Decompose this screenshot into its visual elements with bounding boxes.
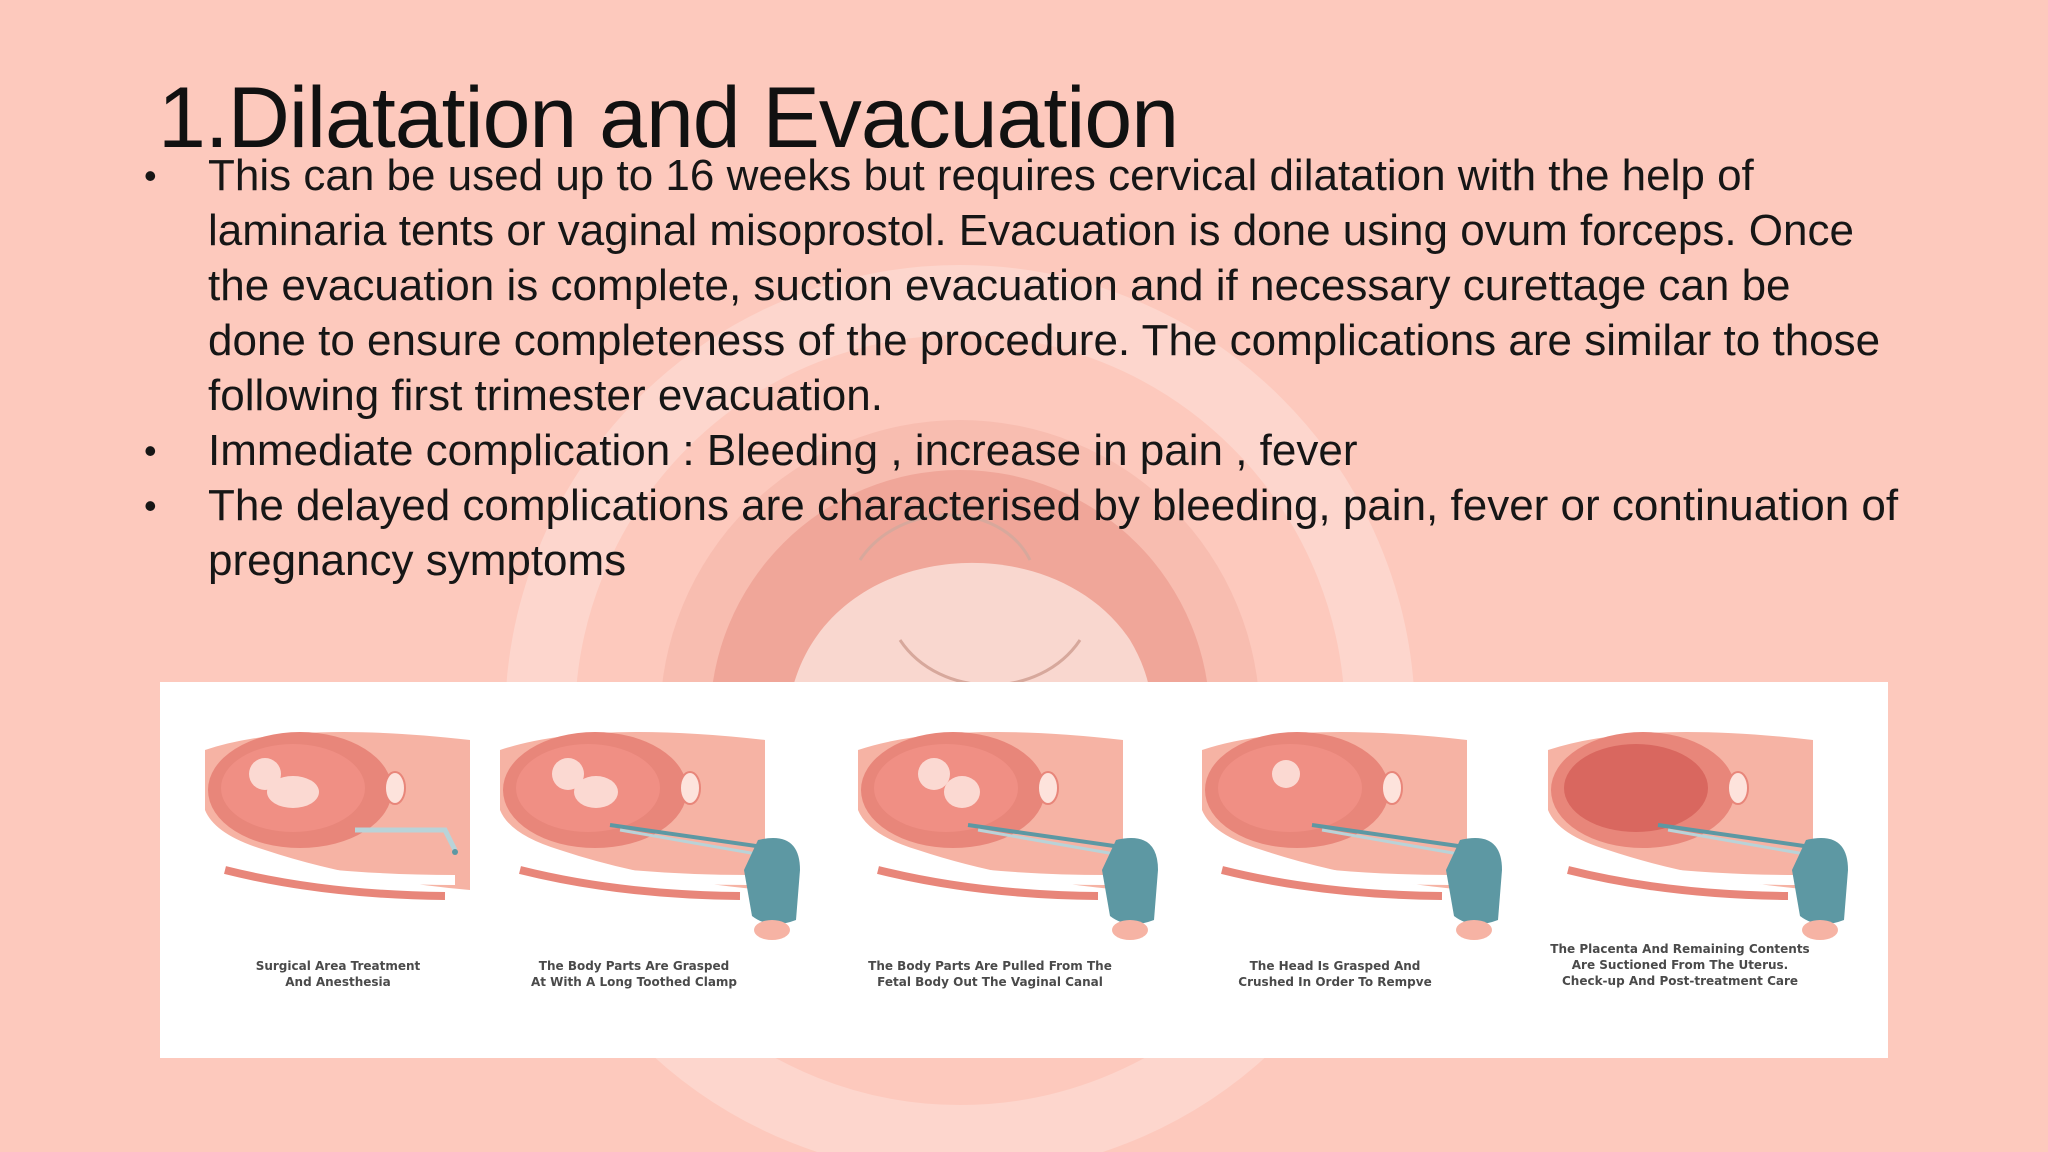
fetus-head xyxy=(918,758,950,790)
bullet-item xyxy=(140,478,1900,588)
step-illustration xyxy=(1548,732,1848,940)
step-caption xyxy=(1185,958,1485,990)
step-caption xyxy=(484,958,784,990)
cervix xyxy=(385,772,405,804)
caption-line: The Placenta And Remaining Contents xyxy=(1550,942,1810,956)
bullet-text: This can be used up to 16 weeks but requires cervical dilatation with the help of laminaria tents or vaginal misoprostol. Evacuation is done using ovum forceps. Once the evacuation is complete, suction evacuation and if necessary curettage can be done to ensure completeness of the procedure. The complications are similar to those following first trimester evacuation. xyxy=(208,151,1881,420)
caption-line: Fetal Body Out The Vaginal Canal xyxy=(877,975,1103,989)
bullet-item xyxy=(140,148,1900,423)
caption-line: The Head Is Grasped And xyxy=(1249,959,1421,973)
caption-line: The Body Parts Are Pulled From The xyxy=(868,959,1112,973)
speculum-tip xyxy=(452,849,458,855)
caption-line: Surgical Area Treatment xyxy=(255,959,421,973)
bullet-icon: • xyxy=(144,430,157,471)
slide-title: 1.Dilatation and Evacuation xyxy=(158,70,1179,166)
step-illustration xyxy=(1202,732,1502,940)
wrist xyxy=(1802,920,1838,940)
fetus-body xyxy=(944,776,980,808)
cervix xyxy=(1728,772,1748,804)
caption-line: The Body Parts Are Grasped xyxy=(538,959,730,973)
wrist xyxy=(1112,920,1148,940)
procedure-figure xyxy=(160,682,1888,1058)
step-caption xyxy=(1530,941,1830,989)
fetus-body xyxy=(574,776,618,808)
bullet-item xyxy=(140,423,1900,478)
caption-line: And Anesthesia xyxy=(285,975,391,989)
cervix xyxy=(1038,772,1058,804)
cervix xyxy=(680,772,700,804)
cervix xyxy=(1382,772,1402,804)
bullet-text: The delayed complications are characterised by bleeding, pain, fever or continuation of pregnancy symptoms xyxy=(208,481,1899,585)
bullet-list xyxy=(140,148,1900,588)
caption-line: At With A Long Toothed Clamp xyxy=(530,975,738,989)
step-illustration xyxy=(205,732,470,896)
procedure-illustrations xyxy=(160,682,1888,1058)
bullet-icon: • xyxy=(144,155,157,196)
step-illustration xyxy=(500,732,800,940)
bullet-icon: • xyxy=(144,485,157,526)
fetus-body xyxy=(267,776,319,808)
step-caption xyxy=(840,958,1140,990)
wrist xyxy=(1456,920,1492,940)
bullet-text: Immediate complication : Bleeding , increase in pain , fever xyxy=(208,426,1358,475)
caption-line: Are Suctioned From The Uterus. xyxy=(1571,958,1789,972)
fetus-head xyxy=(1272,760,1300,788)
uterine-cavity xyxy=(1218,744,1362,832)
uterine-cavity xyxy=(1564,744,1708,832)
step-caption xyxy=(188,958,488,990)
wrist xyxy=(754,920,790,940)
caption-line: Crushed In Order To Rempve xyxy=(1238,975,1432,989)
caption-line: Check-up And Post-treatment Care xyxy=(1561,974,1799,988)
step-illustration xyxy=(858,732,1158,940)
